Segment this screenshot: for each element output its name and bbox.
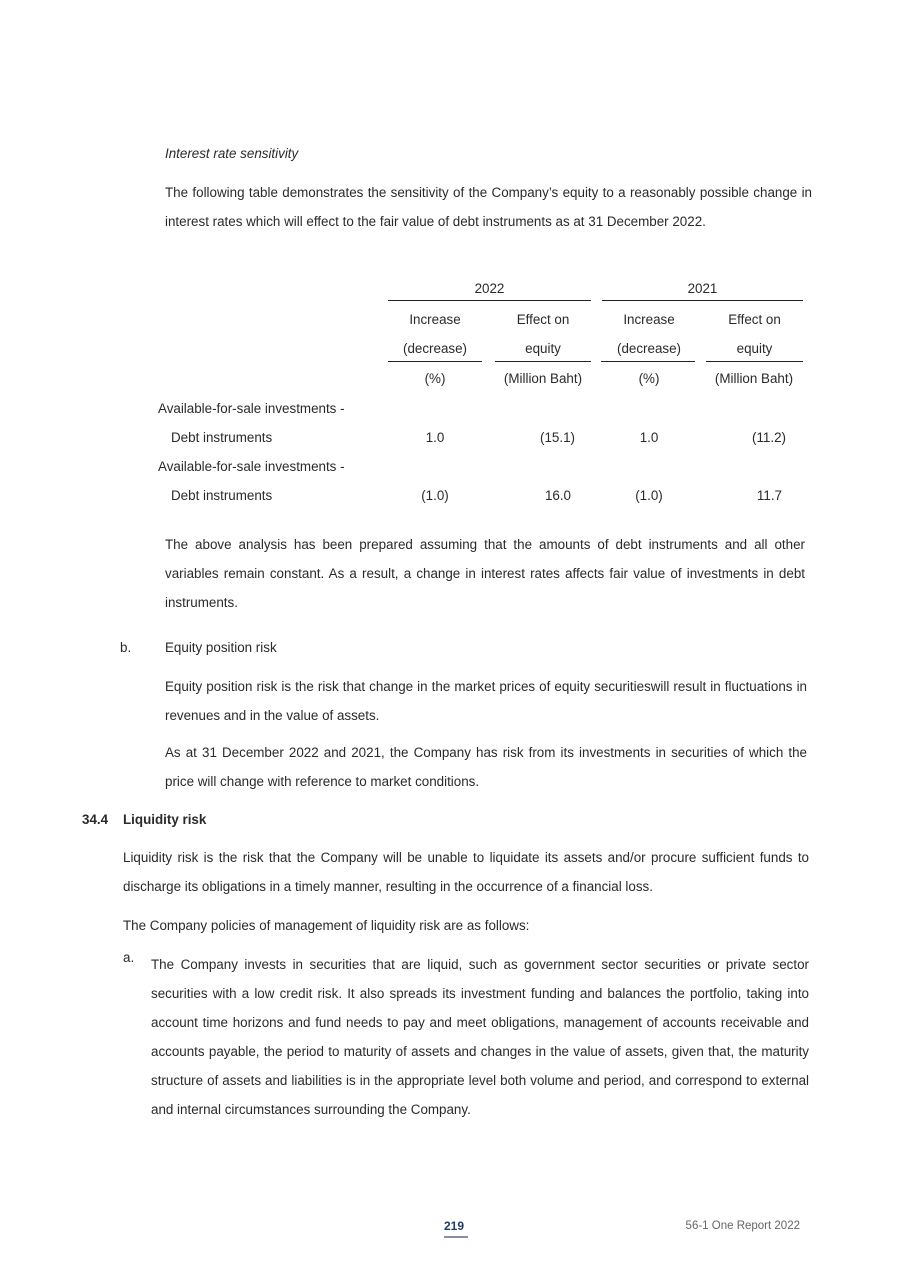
page-number: 219: [444, 1219, 465, 1233]
year-rule-2021: [602, 300, 803, 301]
col-header-line2: (decrease): [616, 341, 681, 356]
year-header-2021: 2021: [687, 281, 718, 296]
interest-sensitivity-intro: The following table demonstrates the sensitivity of the Company’s equity to a reasonably possible change in interest rates which will effect to the fair value of debt instruments as at 31 December 2022.: [165, 185, 812, 229]
row-value: (1.0): [421, 488, 449, 503]
row-value: 1.0: [425, 430, 445, 445]
section-b-title: Equity position risk: [165, 640, 277, 655]
row-label: Available-for-sale investments -: [158, 401, 345, 416]
col-header-line1: Increase: [623, 312, 675, 327]
col-rule: [495, 361, 591, 362]
row-sublabel: Debt instruments: [171, 488, 273, 503]
col-header-unit: (Million Baht): [503, 371, 583, 386]
analysis-note: The above analysis has been prepared assuming that the amounts of debt instruments and all other variables remain constant. As a result, a change in interest rates affects fair value of investments in debt instruments.: [165, 537, 805, 610]
liquidity-item-a: The Company invests in securities that are liquid, such as government sector securities or private sector securities with a low credit risk. It also spreads its investment funding and balances the portfolio, taking into account time horizons and fund needs to pay and meet obligations, management of accounts receivable and accounts payable, the period to maturity of assets and changes in the value of assets, given that, the maturity structure of assets and liabilities is in the appropriate level both volume and period, and correspond to external and internal circumstances surrounding the Company.: [151, 957, 809, 1117]
col-header-line2: equity: [525, 341, 561, 356]
section-b-marker: b.: [120, 640, 132, 655]
row-value: 16.0: [544, 488, 571, 503]
col-header-line2: equity: [736, 341, 773, 356]
col-header-line2: (decrease): [402, 341, 467, 356]
interest-sensitivity-heading: Interest rate sensitivity: [165, 146, 299, 161]
year-header-2022: 2022: [474, 281, 505, 296]
row-value: 11.7: [756, 488, 782, 503]
section-b-para1: Equity position risk is the risk that change in the market prices of equity securitieswill result in fluctuations in revenues and in the value of assets.: [165, 679, 807, 723]
col-header-line1: Effect on: [516, 312, 570, 327]
col-header-line1: Increase: [409, 312, 461, 327]
section-number: 34.4: [82, 812, 109, 827]
page-number-underline: [444, 1236, 468, 1238]
section-b-para2: As at 31 December 2022 and 2021, the Company has risk from its investments in securities of which the price will change with reference to market conditions.: [165, 745, 807, 789]
report-title: 56-1 One Report 2022: [685, 1220, 800, 1232]
col-header-unit: (%): [638, 371, 660, 386]
row-value: (11.2): [752, 430, 786, 445]
row-sublabel: Debt instruments: [171, 430, 273, 445]
row-value: (15.1): [540, 430, 575, 445]
row-value: 1.0: [639, 430, 659, 445]
item-a-marker: a.: [123, 950, 135, 965]
row-label: Available-for-sale investments -: [158, 459, 345, 474]
liquidity-para1: Liquidity risk is the risk that the Company will be unable to liquidate its assets and/or procure sufficient funds to discharge its obligations in a timely manner, resulting in the occurrence of a financial loss.: [123, 850, 809, 894]
col-header-line1: Effect on: [728, 312, 781, 327]
col-rule: [388, 361, 482, 362]
col-rule: [601, 361, 695, 362]
col-header-unit: (%): [424, 371, 446, 386]
section-title: Liquidity risk: [123, 812, 207, 827]
col-header-unit: (Million Baht): [714, 371, 794, 386]
year-rule-2022: [388, 300, 591, 301]
col-rule: [706, 361, 803, 362]
liquidity-para2: The Company policies of management of liquidity risk are as follows:: [123, 918, 530, 933]
row-value: (1.0): [635, 488, 663, 503]
